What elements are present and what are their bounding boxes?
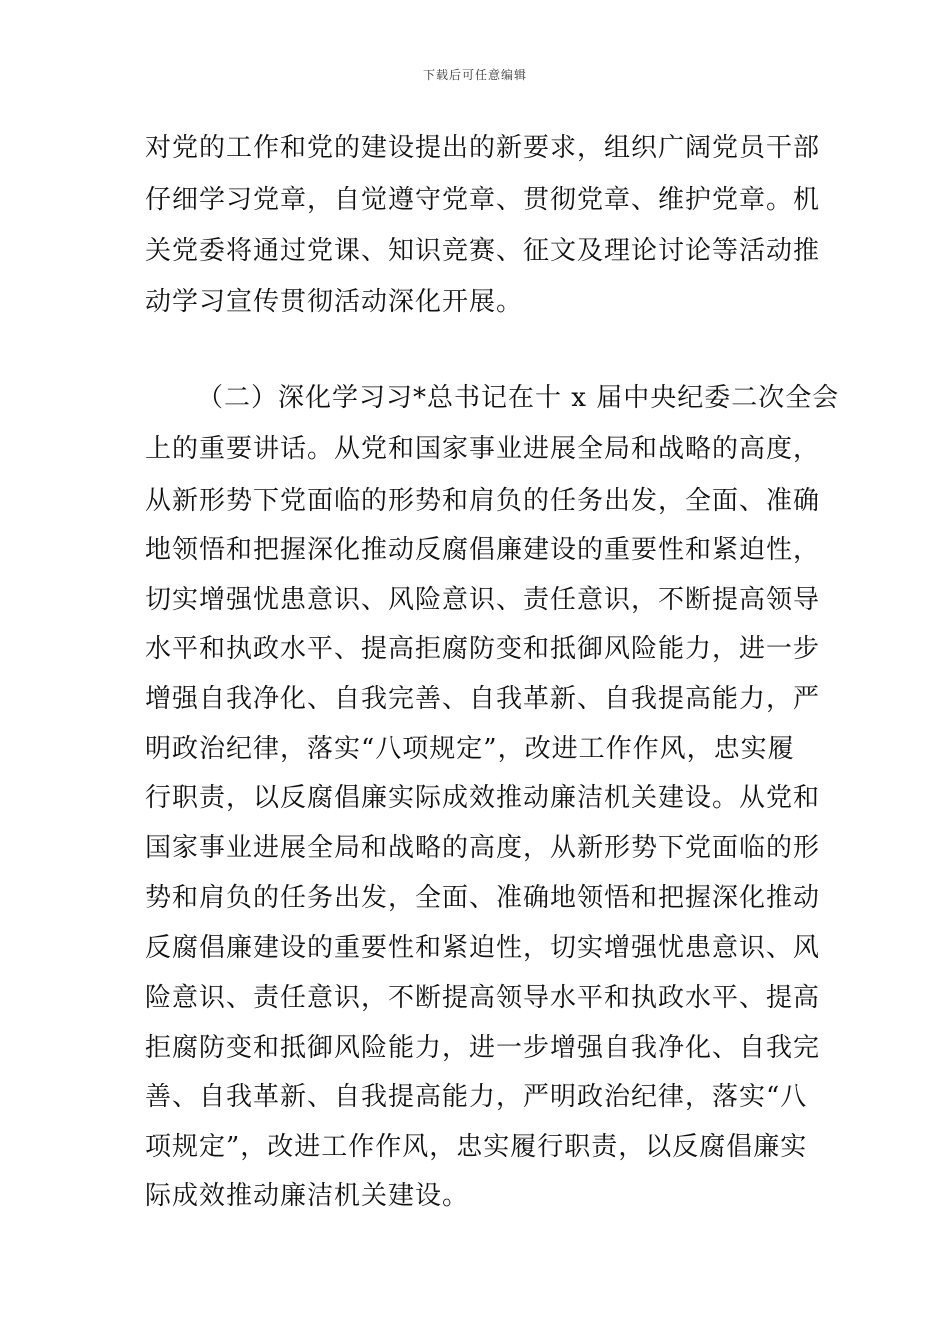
paragraph-line: 从新形势下党面临的形势和肩负的任务出发，全面、准确 (145, 486, 821, 516)
paragraph-line: 仔细学习党章，自觉遵守党章、贯彻党章、维护党章。机 (145, 185, 821, 215)
paragraph-line: （二）深化学习习*总书记在十 x 届中央纪委二次全会 (197, 383, 840, 413)
paragraph-line: 际成效推动廉洁机关建设。 (145, 1181, 470, 1211)
paragraph-line: 善、自我革新、自我提高能力，严明政治纪律，落实“八 (145, 1082, 808, 1112)
paragraph-line: 对党的工作和党的建设提出的新要求，组织广阔党员干部 (145, 133, 821, 163)
paragraph-line: 水平和执政水平、提高拒腐防变和抵御风险能力，进一步 (145, 634, 821, 664)
paragraph-line: 切实增强忧患意识、风险意识、责任意识，不断提高领导 (145, 585, 821, 615)
paragraph-line: 增强自我净化、自我完善、自我革新、自我提高能力，严 (145, 684, 821, 714)
header-note: 下载后可任意编辑 (422, 68, 527, 82)
paragraph-line: 拒腐防变和抵御风险能力，进一步增强自我净化、自我完 (145, 1033, 821, 1063)
paragraph-line: 险意识、责任意识，不断提高领导水平和执政水平、提高 (145, 983, 821, 1013)
paragraph-line: 地领悟和把握深化推动反腐倡廉建设的重要性和紧迫性， (145, 535, 821, 565)
paragraph-line: 项规定”，改进工作作风，忠实履行职责，以反腐倡廉实 (145, 1132, 808, 1162)
paragraph-line: 上的重要讲话。从党和国家事业进展全局和战略的高度， (145, 434, 821, 464)
paragraph-line: 明政治纪律，落实“八项规定”，改进工作作风，忠实履 (145, 734, 795, 764)
paragraph-line: 行职责，以反腐倡廉实际成效推动廉洁机关建设。从党和 (145, 783, 821, 813)
paragraph-line: 关党委将通过党课、知识竞赛、征文及理论讨论等活动推 (145, 236, 821, 266)
paragraph-line: 势和肩负的任务出发，全面、准确地领悟和把握深化推动 (145, 883, 821, 913)
paragraph-line: 动学习宣传贯彻活动深化开展。 (145, 287, 524, 317)
paragraph-line: 反腐倡廉建设的重要性和紧迫性，切实增强忧患意识、风 (145, 933, 821, 963)
paragraph-line: 国家事业进展全局和战略的高度，从新形势下党面临的形 (145, 833, 821, 863)
